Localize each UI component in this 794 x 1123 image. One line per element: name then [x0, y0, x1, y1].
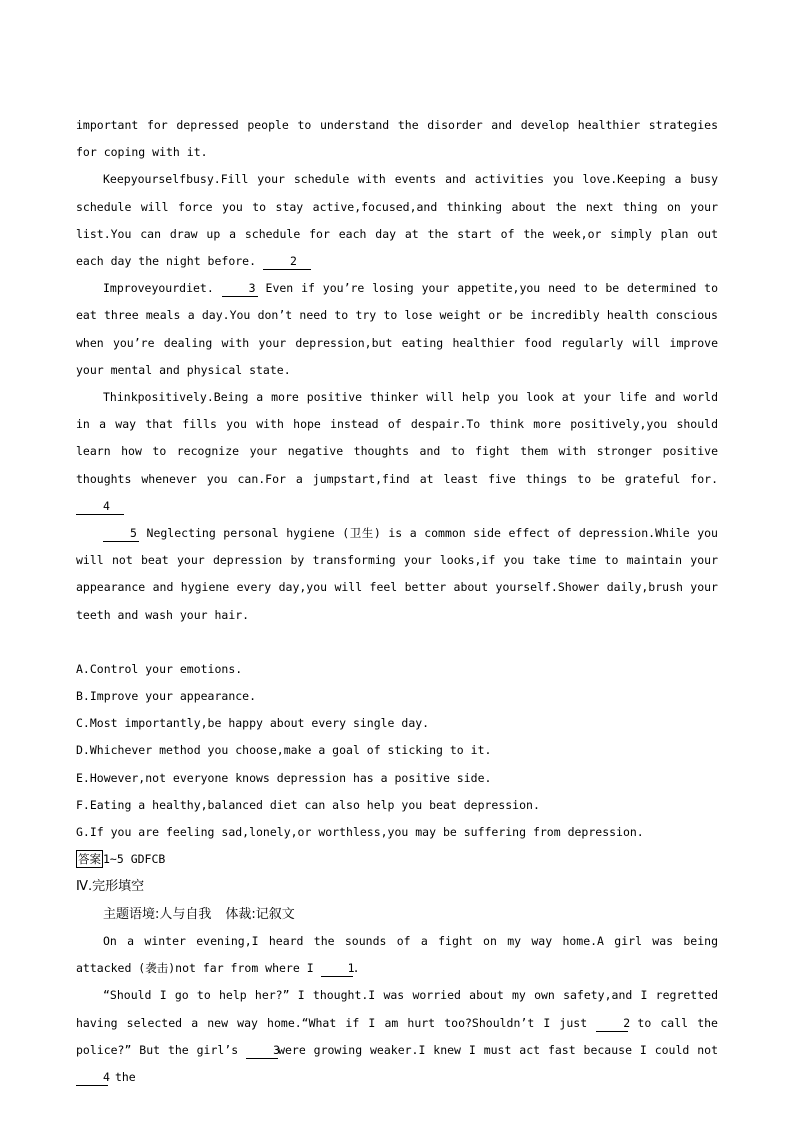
cloze-blank-4: 4 — [76, 1070, 108, 1086]
section-title: Ⅳ.完形填空 — [76, 879, 145, 895]
option-g: G.If you are feeling sad,lonely,or worthless,you may be suffering from depression. — [76, 825, 644, 840]
passage-paragraph-intro: important for depressed people to understand the disorder and develop healthier strategies for coping with it. — [76, 118, 718, 160]
cloze-paragraph-2 — [76, 982, 718, 1091]
theme-line — [76, 901, 718, 928]
spacer — [76, 629, 718, 656]
blank-3: 3 — [222, 281, 258, 297]
cloze-paragraph-1 — [76, 928, 718, 982]
answer-row — [76, 846, 718, 873]
cloze-blank-2: 2 — [596, 1016, 628, 1032]
paragraph-text: the — [114, 1069, 136, 1084]
option-e: E.However,not everyone knows depression has a positive side. — [76, 770, 492, 785]
option-b: B.Improve your appearance. — [76, 689, 257, 704]
option-d: D.Whichever method you choose,make a goal of sticking to it. — [76, 743, 492, 758]
passage-paragraph-hygiene — [76, 520, 718, 629]
document-page — [76, 112, 718, 1091]
option-c: C.Most importantly,be happy about every single day. — [76, 716, 430, 731]
paragraph-text: Keepyourselfbusy.Fill your schedule with events and activities you love.Keeping a busy schedule will force you to stay active,focused,and thinking about the next thing on your list.You can draw up a schedule for each day at the start of the week,or simply plan out each day the night before. — [76, 172, 718, 269]
option-f: F.Eating a healthy,balanced diet can also help you beat depression. — [76, 797, 540, 812]
paragraph-text: Even if you’re losing your appetite,you need to be determined to eat three meals a day.You don’t need to try to lose weight or be incredibly health conscious when you’re dealing with your depression,but eating healthier food regularly will improve your mental and physical state. — [76, 281, 719, 377]
passage-paragraph-diet — [76, 275, 718, 384]
blank-5: 5 — [103, 526, 139, 542]
paragraph-text: On a winter evening,I heard the sounds of a fight on my way home.A girl was being attacked (袭击)not far from where I — [76, 933, 718, 976]
blank-4: 4 — [76, 499, 124, 515]
cloze-blank-1: 1 — [321, 961, 353, 977]
paragraph-text: “Should I go to help her?” I thought.I was worried about my own safety,and I regretted having selected a new way home.“What if I am hurt too?Shouldn’t I just — [76, 988, 718, 1030]
paragraph-text: Neglecting personal hygiene (卫生) is a common side effect of depression.While you will not beat your depression by transforming your looks,if you take time to maintain your appearance and hygiene every day,you will feel better about yourself.Shower daily,brush your teeth and wash your hair. — [76, 526, 718, 622]
passage-paragraph-busy — [76, 166, 718, 275]
genre-label: 体裁:记叙文 — [225, 906, 295, 922]
option-a: A.Control your emotions. — [76, 661, 243, 676]
paragraph-text: to call the police?” But the girl’s — [76, 1015, 718, 1057]
paragraph-text: were growing weaker.I knew I must act fast because I could not — [278, 1042, 718, 1057]
cloze-blank-3: 3 — [246, 1043, 278, 1059]
paragraph-heading: Improveyourdiet. — [103, 281, 214, 296]
answer-label: 答案 — [78, 852, 101, 867]
paragraph-text: Thinkpositively.Being a more positive thinker will help you look at your life and world in a way that fills you with hope instead of despair.To think more positively,you should learn how to recognize your negative thoughts and to fight them with stronger positive thoughts whenever you can.For a jumpstart,find at least five things to be grateful for. — [76, 390, 718, 486]
passage-paragraph-positive — [76, 384, 718, 520]
paragraph-text: . — [352, 961, 360, 976]
theme-label: 主题语境:人与自我 — [103, 906, 212, 922]
answer-value: 1~5 GDFCB — [103, 852, 166, 867]
blank-2: 2 — [263, 254, 311, 270]
